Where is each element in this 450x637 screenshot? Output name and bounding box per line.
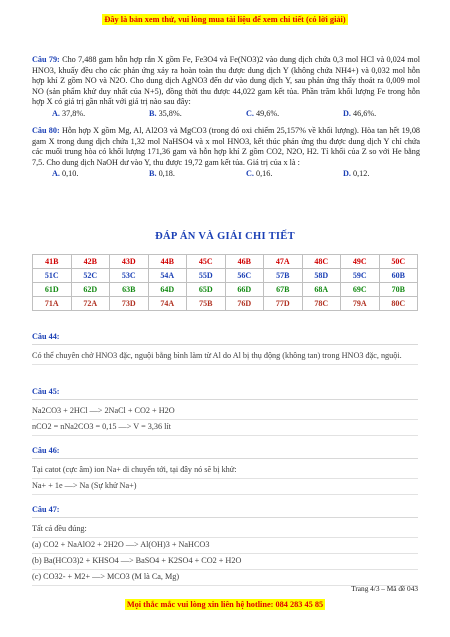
q80-option-d-letter: D. <box>343 169 351 179</box>
q79-option-a[interactable] <box>32 109 129 120</box>
answer-row <box>33 269 418 283</box>
solution-46 <box>32 446 418 495</box>
q80-option-a[interactable] <box>32 169 129 180</box>
answer-cell: 49C <box>341 255 380 269</box>
q80-option-c[interactable] <box>226 169 323 180</box>
solution-44-title: Câu 44: <box>32 332 418 345</box>
q80-option-b-value: 0,18. <box>158 169 175 179</box>
answer-cell: 57B <box>264 269 303 283</box>
answer-cell: 44B <box>148 255 187 269</box>
answer-cell: 66D <box>225 283 264 297</box>
solution-46-title: Câu 46: <box>32 446 418 459</box>
answer-row <box>33 283 418 297</box>
answer-cell: 48C <box>302 255 341 269</box>
question-79 <box>32 55 420 120</box>
q79-option-d[interactable] <box>323 109 420 120</box>
q80-option-b-letter: B. <box>149 169 157 179</box>
answer-cell: 50C <box>379 255 418 269</box>
answer-cell: 45C <box>187 255 226 269</box>
answer-cell: 53C <box>110 269 149 283</box>
answer-cell: 59C <box>341 269 380 283</box>
answer-table <box>32 254 418 311</box>
answers-title: ĐÁP ÁN VÀ GIẢI CHI TIẾT <box>155 231 295 242</box>
answer-cell: 74A <box>148 297 187 311</box>
q79-option-a-letter: A. <box>52 108 60 118</box>
q80-option-d[interactable] <box>323 169 420 180</box>
q80-option-d-value: 0,12. <box>353 169 370 179</box>
answer-cell: 72A <box>71 297 110 311</box>
q79-option-b[interactable] <box>129 109 226 120</box>
q80-option-b[interactable] <box>129 169 226 180</box>
answer-cell: 76D <box>225 297 264 311</box>
answer-cell: 75B <box>187 297 226 311</box>
solution-46-line-2: Na+ + 1e —> Na (Sự khử Na+) <box>32 479 418 495</box>
preview-banner <box>0 9 450 27</box>
solution-45-line-2: nCO2 = nNa2CO3 = 0,15 —> V = 3,36 lít <box>32 420 418 436</box>
answer-cell: 56C <box>225 269 264 283</box>
question-80-text: Hỗn hợp X gồm Mg, Al, Al2O3 và MgCO3 (trong đó oxi chiếm 25,157% về khối lượng). Hòa tan hết 19,08 gam X trong dung dịch chứa 1,32 mol NaHSO4 và x mol HNO3, kết thúc phản ứng thu được dung dịch Y chỉ chứa các muối trung hòa có khối lượng 171,36 gam và hỗn hợp khí Z gồm CO2, N2O, H2. Tỉ khối của Z so với He bằng 7,5. Cho dung dịch NaOH dư vào Y, thu được 19,72 gam kết tủa. Giá trị của x là : <box>32 126 421 167</box>
answer-cell: 73D <box>110 297 149 311</box>
answer-cell: 69C <box>341 283 380 297</box>
q79-option-b-value: 35,8%. <box>158 108 182 118</box>
question-80-body <box>32 126 420 168</box>
answer-row <box>33 297 418 311</box>
answer-cell: 62D <box>71 283 110 297</box>
solution-46-line-1: Tại catot (cực âm) ion Na+ di chuyển tới, tại đây nó sẽ bị khử: <box>32 463 418 479</box>
answer-cell: 43D <box>110 255 149 269</box>
answer-cell: 41B <box>33 255 72 269</box>
solution-47-line-4: (c) CO32- + M2+ —> MCO3 (M là Ca, Mg) <box>32 570 418 586</box>
q79-option-d-value: 46,6%. <box>353 108 377 118</box>
answer-cell: 55D <box>187 269 226 283</box>
q79-option-c[interactable] <box>226 109 323 120</box>
hotline-banner <box>0 594 450 612</box>
question-79-options <box>32 109 420 120</box>
q79-option-a-value: 37,8%. <box>62 108 86 118</box>
hotline-text: Mọi thắc mắc vui lòng xin liên hệ hotline: 084 283 45 85 <box>126 600 324 609</box>
q80-option-c-value: 0,16. <box>256 169 273 179</box>
answer-cell: 61D <box>33 283 72 297</box>
solution-45 <box>32 387 418 436</box>
question-79-body <box>32 55 420 108</box>
q79-option-c-value: 49,6%. <box>256 108 280 118</box>
q80-option-c-letter: C. <box>246 169 254 179</box>
answer-row <box>33 255 418 269</box>
solution-44 <box>32 332 418 365</box>
answer-cell: 77D <box>264 297 303 311</box>
answer-cell: 68A <box>302 283 341 297</box>
answer-cell: 54A <box>148 269 187 283</box>
preview-banner-text: Đây là bản xem thử, vui lòng mua tài liệu để xem chi tiết (có lời giải) <box>104 15 346 24</box>
question-80 <box>32 126 420 180</box>
answer-cell: 52C <box>71 269 110 283</box>
answer-cell: 80C <box>379 297 418 311</box>
answer-cell: 58D <box>302 269 341 283</box>
solution-45-title: Câu 45: <box>32 387 418 400</box>
answer-cell: 71A <box>33 297 72 311</box>
answer-cell: 47A <box>264 255 303 269</box>
answer-cell: 42B <box>71 255 110 269</box>
question-79-text: Cho 7,488 gam hỗn hợp rắn X gồm Fe, Fe3O4 và Fe(NO3)2 vào dung dịch chứa 0,3 mol HCl và 0,024 mol HNO3, khuấy đều cho các phản ứng xảy ra hoàn toàn thu được dung dịch Y (không chứa NH4+) và 0,032 mol hỗn hợp khí Z gồm NO và N2O. Cho dung dịch AgNO3 đến dư vào dung dịch Y, sau phản ứng thấy thoát ra 0,009 mol NO (sản phẩm khử duy nhất của N+5), đồng thời thu được 44,022 gam kết tủa. Phần trăm khối lượng Fe trong hỗn hợp X có giá trị gần nhất với giá trị nào sau đây: <box>32 55 421 107</box>
solution-47-line-1: Tất cả đều đúng: <box>32 522 418 538</box>
answer-cell: 51C <box>33 269 72 283</box>
solution-44-line-1: Có thể chuyên chở HNO3 đặc, nguội bằng bình làm từ Al do Al bị thụ động (không tan) trong HNO3 đặc, nguội. <box>32 349 418 365</box>
solution-47-line-2: (a) CO2 + NaAlO2 + 2H2O —> Al(OH)3 + NaHCO3 <box>32 538 418 554</box>
answer-cell: 79A <box>341 297 380 311</box>
solution-47 <box>32 505 418 586</box>
question-80-number: Câu 80: <box>32 126 60 135</box>
answer-cell: 65D <box>187 283 226 297</box>
q79-option-c-letter: C. <box>246 108 254 118</box>
q80-option-a-value: 0,10. <box>62 169 79 179</box>
answer-cell: 78C <box>302 297 341 311</box>
solution-47-title: Câu 47: <box>32 505 418 518</box>
solution-45-line-1: Na2CO3 + 2HCl —> 2NaCl + CO2 + H2O <box>32 404 418 420</box>
q79-option-d-letter: D. <box>343 108 351 118</box>
question-80-options <box>32 169 420 180</box>
answer-cell: 67B <box>264 283 303 297</box>
answer-cell: 63B <box>110 283 149 297</box>
answer-cell: 60B <box>379 269 418 283</box>
answer-cell: 46B <box>225 255 264 269</box>
q79-option-b-letter: B. <box>149 108 157 118</box>
solution-47-line-3: (b) Ba(HCO3)2 + KHSO4 —> BaSO4 + K2SO4 + CO2 + H2O <box>32 554 418 570</box>
page-number: Trang 4/3 – Mã đề 043 <box>351 584 418 593</box>
question-79-number: Câu 79: <box>32 55 60 64</box>
answer-cell: 70B <box>379 283 418 297</box>
answer-cell: 64D <box>148 283 187 297</box>
q80-option-a-letter: A. <box>52 169 60 179</box>
